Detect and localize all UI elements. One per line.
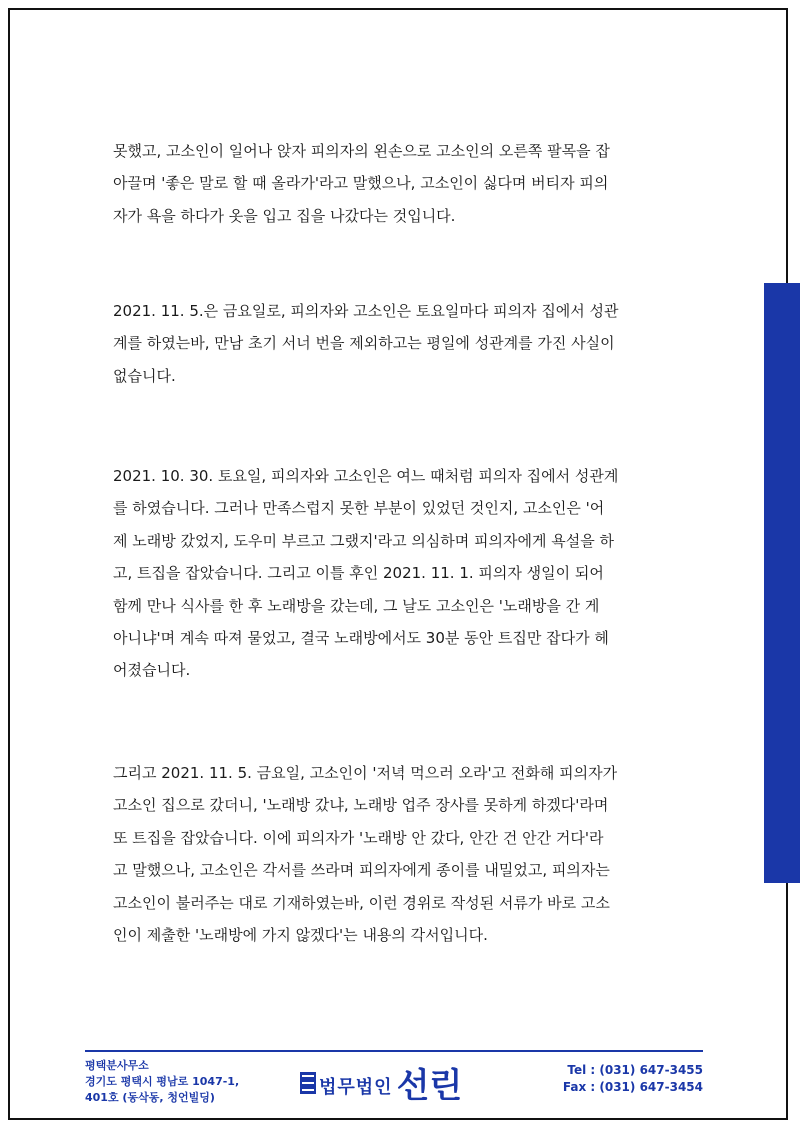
text-line: 고소인 집으로 갔더니, '노래방 갔냐, 노래방 업주 장사를 못하게 하겠다'라며 bbox=[113, 796, 609, 815]
text-line: 2021. 10. 30. 토요일, 피의자와 고소인은 여느 때처럼 피의자 집에서 성관계 bbox=[113, 467, 619, 485]
paragraph-3 bbox=[113, 460, 618, 687]
text-line: 인이 제출한 '노래방에 가지 않겠다'는 내용의 각서입니다. bbox=[113, 926, 488, 945]
text-line: 고 말했으나, 고소인은 각서를 쓰라며 피의자에게 종이를 내밀었고, 피의자는 bbox=[113, 861, 610, 880]
firm-prefix: 법무법인 bbox=[319, 1076, 393, 1098]
text-line: 그리고 2021. 11. 5. 금요일, 고소인이 '저녁 먹으러 오라'고 전화해 피의자가 bbox=[113, 764, 618, 782]
footer-divider bbox=[85, 1050, 703, 1052]
fax-number: Fax : (031) 647-3454 bbox=[562, 1080, 703, 1094]
text-line: 없습니다. bbox=[113, 366, 176, 385]
office-name: 평택분사무소 bbox=[85, 1059, 149, 1072]
phone-number: Tel : (031) 647-3455 bbox=[567, 1063, 703, 1077]
text-line: 또 트집을 잡았습니다. 이에 피의자가 '노래방 안 갔다, 안간 건 안간 거다'라 bbox=[113, 828, 604, 847]
contact-info bbox=[563, 1062, 703, 1096]
firm-name: 선린 bbox=[396, 1066, 463, 1106]
paragraph-2 bbox=[113, 295, 619, 392]
side-accent-bar bbox=[764, 283, 800, 883]
paragraph-1 bbox=[113, 135, 610, 232]
office-info bbox=[85, 1058, 239, 1106]
office-address-line-2: 401호 (동삭동, 청언빌딩) bbox=[85, 1091, 215, 1104]
paragraph-4 bbox=[113, 757, 617, 951]
logo-mark-icon bbox=[300, 1072, 316, 1094]
firm-logo bbox=[300, 1058, 462, 1107]
text-line: 못했고, 고소인이 일어나 앉자 피의자의 왼손으로 고소인의 오른쪽 팔목을 잡 bbox=[113, 142, 610, 160]
text-line: 아니냐'며 계속 따져 물었고, 결국 노래방에서도 30분 동안 트집만 잡다가 헤 bbox=[113, 629, 609, 648]
text-line: 고소인이 불러주는 대로 기재하였는바, 이런 경위로 작성된 서류가 바로 고소 bbox=[113, 893, 610, 912]
text-line: 어졌습니다. bbox=[113, 661, 191, 680]
text-line: 를 하였습니다. 그러나 만족스럽지 못한 부분이 있었던 것인지, 고소인은 '어 bbox=[113, 499, 605, 518]
text-line: 고, 트집을 잡았습니다. 그리고 이틀 후인 2021. 11. 1. 피의자 생일이 되어 bbox=[113, 564, 604, 583]
text-line: 아끌며 '좋은 말로 할 때 올라가'라고 말했으나, 고소인이 싫다며 버티자 피의 bbox=[113, 174, 609, 193]
letterhead-footer bbox=[85, 1050, 703, 1110]
text-line: 계를 하였는바, 만남 초기 서너 번을 제외하고는 평일에 성관계를 가진 사실이 bbox=[113, 334, 615, 353]
text-line: 자가 욕을 하다가 옷을 입고 집을 나갔다는 것입니다. bbox=[113, 206, 456, 225]
text-line: 2021. 11. 5.은 금요일로, 피의자와 고소인은 토요일마다 피의자 집에서 성관 bbox=[113, 302, 619, 320]
text-line: 제 노래방 갔었지, 도우미 부르고 그랬지'라고 의심하며 피의자에게 욕설을 하 bbox=[113, 531, 614, 550]
text-line: 함께 만나 식사를 한 후 노래방을 갔는데, 그 날도 고소인은 '노래방을 간 게 bbox=[113, 596, 600, 615]
office-address-line-1: 경기도 평택시 평남로 1047-1, bbox=[85, 1075, 240, 1088]
